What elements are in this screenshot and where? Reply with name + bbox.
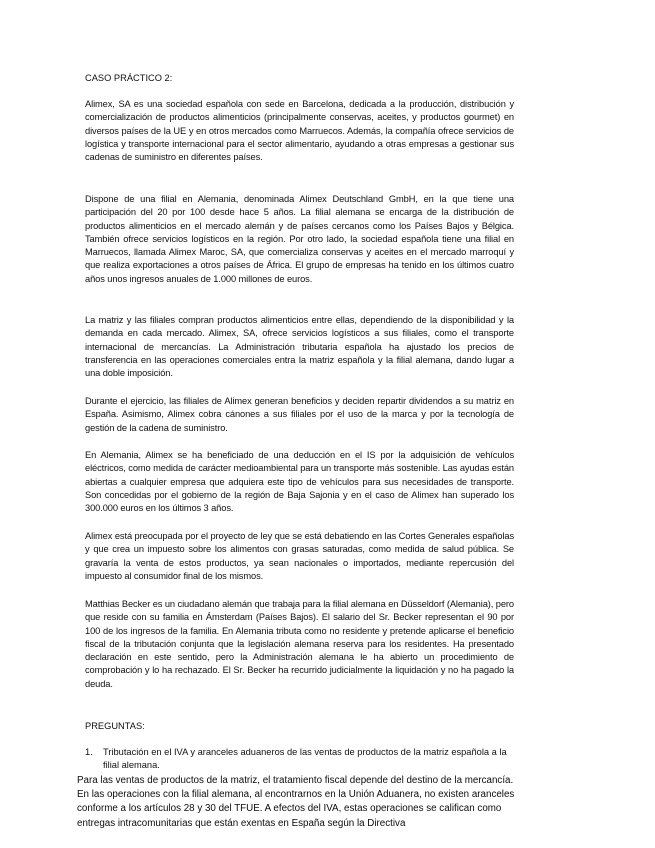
paragraph-matthias-becker: Matthias Becker es un ciudadano alemán que trabaja para la filial alemana en Düsseldorf (Alemania), pero que reside con su familia en Ámsterdam (Países Bajos). El salario del Sr. Becker representan el 90 por 100 de los ingresos de la familia. En Alemania tributa como no residente y pretende aplicarse el beneficio fiscal de la tributación conjunta que la legislación alemana reserva para los residentes. Ha presentado declaración en este sentido, pero la Administración alemana le ha abierto un procedimiento de comprobación y lo ha rechazado. El Sr. Becker ha recurrido judicialmente la liquidación y no ha pagado la deuda. xyxy=(85,599,514,689)
questions-title: PREGUNTAS: xyxy=(85,721,145,731)
paragraph-transfer-pricing: La matriz y las filiales compran productos alimenticios entre ellas, dependiendo de la disponibilidad y la demanda en cada mercado. Alimex, SA, ofrece servicios logísticos a sus filiales, como el transporte internacional de mercancías. La Administración tributaria española ha ajustado los precios de transferencia en las operaciones comerciales entra la matriz española y la filial alemana, dando lugar a una doble imposición. xyxy=(85,315,514,379)
paragraph-company-description: Alimex, SA es una sociedad española con sede en Barcelona, dedicada a la producción, distribución y comercialización de productos alimenticios (principalmente conservas, aceites, y productos gourmet) en diversos países de la UE y en otros mercados como Marruecos. Además, la compañía ofrece servicios de logística y transporte internacional para el sector alimentario, ayudando a otras empresas a gestionar sus cadenas de suministro en diferentes países. xyxy=(85,99,514,163)
question-number: 1. xyxy=(85,747,93,757)
paragraph-electric-vehicles: En Alemania, Alimex se ha beneficiado de una deducción en el IS por la adquisición de vehículos eléctricos, como medida de carácter medioambiental para un transporte más sostenible. Las ayudas están abiertas a cualquier empresa que adquiera este tipo de vehículos para sus necesidades de transporte. Son concedidas por el gobierno de la región de Baja Sajonia y en el caso de Alimex han superado los 300.000 euros en los últimos 3 años. xyxy=(85,450,514,514)
case-title: CASO PRÁCTICO 2: xyxy=(85,73,173,83)
paragraph-dividends-royalties: Durante el ejercicio, las filiales de Alimex generan beneficios y deciden repartir dividendos a su matriz en España. Asimismo, Alimex cobra cánones a sus filiales por el uso de la marca y por la tecnología de gestión de la cadena de suministro. xyxy=(85,396,514,433)
answer-text: Para las ventas de productos de la matriz, el tratamiento fiscal depende del destino de la mercancía. En las operaciones con la filial alemana, al encontrarnos en la Unión Aduanera, no existen aranceles conforme a los artículos 28 y 30 del TFUE. A efectos del IVA, estas operaciones se califican como entregas intracomunitarias que están exentas en España según la Directiva xyxy=(77,775,515,829)
paragraph-saturated-fat-tax: Alimex está preocupada por el proyecto de ley que se está debatiendo en las Cortes Generales españolas y que crea un impuesto sobre los alimentos con grasas saturadas, como medida de salud pública. Se gravaría la venta de estos productos, ya sean nacionales o importados, mediante repercusión del impuesto al consumidor final de los mismos. xyxy=(85,531,514,581)
paragraph-subsidiaries: Dispone de una filial en Alemania, denominada Alimex Deutschland GmbH, en la que tiene una participación del 20 por 100 desde hace 5 años. La filial alemana se encarga de la distribución de productos alimenticios en el mercado alemán y de países cercanos como los Países Bajos y Bélgica. También ofrece servicios logísticos en la región. Por otro lado, la sociedad española tiene una filial en Marruecos, llamada Alimex Maroc, SA, que comercializa conservas y aceites en el mercado marroquí y que realiza exportaciones a otros países de África. El grupo de empresas ha tenido en los últimos cuatro años unos ingresos anuales de 1.000 millones de euros. xyxy=(85,194,514,284)
question-text: Tributación en el IVA y aranceles aduaneros de las ventas de productos de la matriz española a la filial alemana. xyxy=(103,747,507,771)
